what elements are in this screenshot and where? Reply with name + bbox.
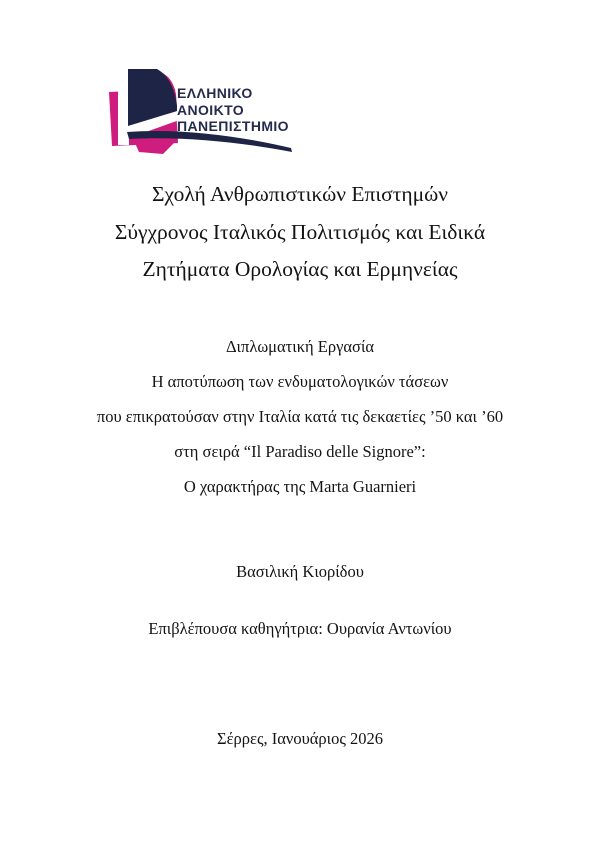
university-logo-wordmark [177,85,289,135]
thesis-subtitle-line4: Ο χαρακτήρας της Marta Guarnieri [183,477,417,496]
page-title [0,176,600,289]
programme-name-line2: Ζητήματα Ορολογίας και Ερμηνείας [142,257,458,281]
university-logo [105,66,305,160]
author-name: Βασιλική Κιορίδου [236,562,364,581]
thesis-subtitle-line3: στη σειρά “Il Paradiso delle Signore”: [174,442,426,461]
logo-word-line1: ΕΛΛΗΝΙΚΟ [177,85,253,101]
thesis-subtitle-line2: που επικρατούσαν στην Ιταλία κατά τις δεκαετίες ’50 και ’60 [96,407,504,426]
thesis-title-block [0,329,600,504]
logo-word-line3: ΠΑΝΕΠΙΣΤΗΜΙΟ [177,118,289,134]
school-name: Σχολή Ανθρωπιστικών Επιστημών [151,182,449,206]
supervisor-line: Επιβλέπουσα καθηγήτρια: Ουρανία Αντωνίου [148,619,452,638]
thesis-subtitle-line1: Η αποτύπωση των ενδυματολογικών τάσεων [151,372,449,391]
programme-name-line1: Σύγχρονος Ιταλικός Πολιτισμός και Ειδικά [114,219,486,244]
thesis-type-label: Διπλωματική Εργασία [225,337,375,356]
logo-word-line2: ΑΝΟΙΚΤΟ [177,101,245,118]
place-date-line: Σέρρες, Ιανουάριος 2026 [217,729,383,748]
